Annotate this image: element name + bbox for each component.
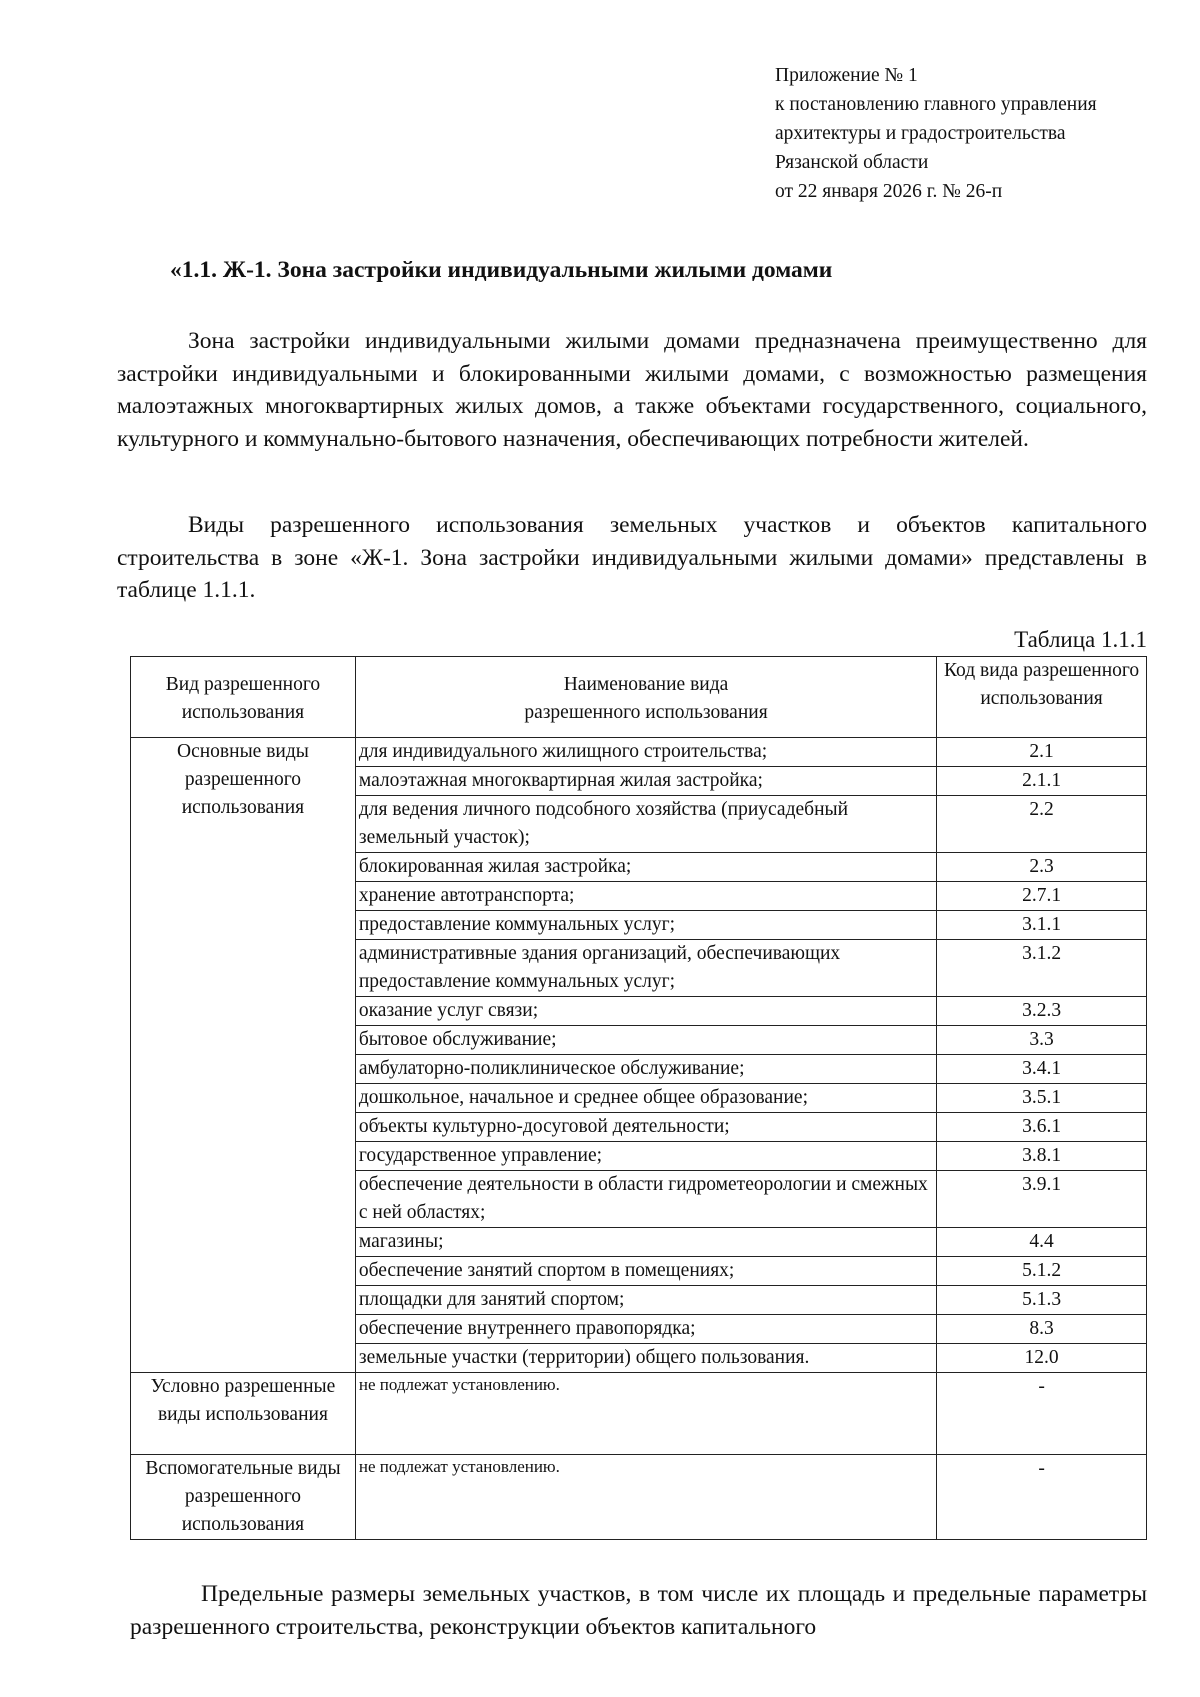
use-code-cell: 3.6.1	[937, 1113, 1147, 1142]
use-name-cell: объекты культурно-досуговой деятельности;	[355, 1113, 936, 1142]
use-name-cell: предоставление коммунальных услуг;	[355, 911, 936, 940]
use-name-cell: магазины;	[355, 1228, 936, 1257]
use-name-cell: амбулаторно-поликлиническое обслуживание;	[355, 1055, 936, 1084]
table-caption: Таблица 1.1.1	[1014, 627, 1147, 652]
appendix-line: Рязанской области	[775, 152, 929, 173]
appendix-line: к постановлению главного управления	[775, 94, 1097, 115]
header-use-type: Вид разрешенного использования	[131, 657, 356, 738]
header-use-code: Код вида разрешенного использования	[937, 657, 1147, 738]
use-code-cell: 3.3	[937, 1026, 1147, 1055]
header-use-name	[355, 657, 936, 738]
use-code-cell: 2.7.1	[937, 882, 1147, 911]
land-use-table	[130, 656, 1147, 1540]
use-name-cell: обеспечение занятий спортом в помещениях;	[355, 1257, 936, 1286]
use-code-cell: 2.1.1	[937, 767, 1147, 796]
use-code-cell: 4.4	[937, 1228, 1147, 1257]
use-name-cell: хранение автотранспорта;	[355, 882, 936, 911]
use-code-cell: 3.4.1	[937, 1055, 1147, 1084]
use-code-cell: 2.3	[937, 853, 1147, 882]
use-code-cell: 3.1.2	[937, 940, 1147, 997]
use-code-cell: 3.8.1	[937, 1142, 1147, 1171]
use-name-cell: оказание услуг связи;	[355, 997, 936, 1026]
appendix-line: Приложение № 1	[775, 65, 918, 86]
conditional-uses-group-cell: Условно разрешенные виды использования	[131, 1373, 356, 1455]
use-name-cell: дошкольное, начальное и среднее общее образование;	[355, 1084, 936, 1113]
header-use-name-line2: разрешенного использования	[524, 702, 768, 723]
use-code-cell: 3.1.1	[937, 911, 1147, 940]
conditional-uses-name-cell: не подлежат установлению.	[355, 1373, 936, 1455]
use-name-cell: площадки для занятий спортом;	[355, 1286, 936, 1315]
use-name-cell: административные здания организаций, обеспечивающих предоставление коммунальных услуг;	[355, 940, 936, 997]
section-heading: «1.1. Ж-1. Зона застройки индивидуальными жилыми домами	[170, 257, 833, 283]
use-name-cell: обеспечение внутреннего правопорядка;	[355, 1315, 936, 1344]
use-name-cell: государственное управление;	[355, 1142, 936, 1171]
use-name-cell: малоэтажная многоквартирная жилая застройка;	[355, 767, 936, 796]
use-name-cell: обеспечение деятельности в области гидрометеорологии и смежных с ней областях;	[355, 1171, 936, 1228]
conditional-uses-row	[131, 1373, 1147, 1455]
table-intro-paragraph: Виды разрешенного использования земельных участков и объектов капитального строительства в зоне «Ж-1. Зона застройки индивидуальными жилыми домами» представлены в таблице 1.1.1.	[117, 512, 1147, 603]
use-code-cell: 8.3	[937, 1315, 1147, 1344]
main-uses-group-cell: Основные виды разрешенного использования	[131, 738, 356, 1373]
use-code-cell: 12.0	[937, 1344, 1147, 1373]
use-name-cell: для индивидуального жилищного строительства;	[355, 738, 936, 767]
use-code-cell: 3.5.1	[937, 1084, 1147, 1113]
use-name-cell: блокированная жилая застройка;	[355, 853, 936, 882]
use-code-cell: 5.1.3	[937, 1286, 1147, 1315]
use-name-cell: для ведения личного подсобного хозяйства (приусадебный земельный участок);	[355, 796, 936, 853]
appendix-block	[775, 61, 1097, 206]
use-code-cell: 5.1.2	[937, 1257, 1147, 1286]
use-code-cell: 2.1	[937, 738, 1147, 767]
appendix-line: от 22 января 2026 г. № 26-п	[775, 181, 1003, 202]
table-header-row	[131, 657, 1147, 738]
use-name-cell: земельные участки (территории) общего пользования.	[355, 1344, 936, 1373]
use-code-cell: 3.2.3	[937, 997, 1147, 1026]
limits-paragraph: Предельные размеры земельных участков, в том числе их площадь и предельные параметры разрешенного строительства, реконструкции объектов капитального	[130, 1581, 1147, 1640]
zone-description-paragraph: Зона застройки индивидуальными жилыми домами предназначена преимущественно для застройки индивидуальными и блокированными жилыми домами, с возможностью размещения малоэтажных многоквартирных жилых домов, а также объектами государственного, социального, культурного и коммунально-бытового назначения, обеспечивающих потребности жителей.	[117, 328, 1147, 452]
auxiliary-uses-name-cell: не подлежат установлению.	[355, 1455, 936, 1540]
header-use-name-line1: Наименование вида	[563, 674, 729, 695]
use-code-cell: 2.2	[937, 796, 1147, 853]
use-name-cell: бытовое обслуживание;	[355, 1026, 936, 1055]
table-row	[131, 738, 1147, 767]
conditional-uses-code-cell: -	[937, 1373, 1147, 1455]
auxiliary-uses-group-cell: Вспомогательные виды разрешенного использования	[131, 1455, 356, 1540]
appendix-line: архитектуры и градостроительства	[775, 123, 1066, 144]
use-code-cell: 3.9.1	[937, 1171, 1147, 1228]
auxiliary-uses-code-cell: -	[937, 1455, 1147, 1540]
auxiliary-uses-row	[131, 1455, 1147, 1540]
